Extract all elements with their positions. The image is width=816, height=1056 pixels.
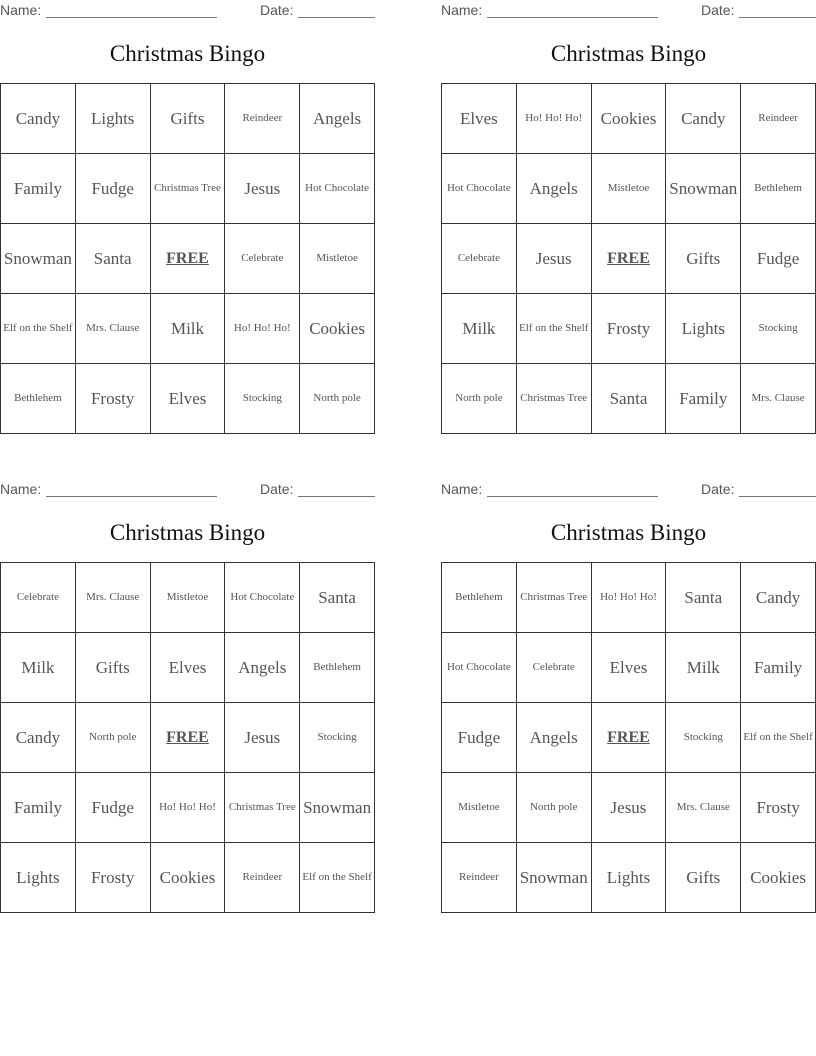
date-blank (739, 496, 816, 497)
bingo-cell: Bethlehem (1, 364, 76, 434)
bingo-cell: Family (1, 154, 76, 224)
bingo-cell: Santa (300, 563, 375, 633)
card-title: Christmas Bingo (109, 520, 266, 545)
bingo-cell: Milk (1, 633, 76, 703)
bingo-cell: Celebrate (517, 633, 592, 703)
bingo-cell: Elf on the Shelf (300, 843, 375, 913)
bingo-grid (441, 83, 816, 434)
bingo-cell: Reindeer (741, 84, 816, 154)
bingo-cell: Cookies (300, 294, 375, 364)
bingo-cell: Elves (442, 84, 517, 154)
bingo-cell: Elf on the Shelf (517, 294, 592, 364)
bingo-cell: Angels (517, 154, 592, 224)
bingo-cell: Angels (225, 633, 300, 703)
bingo-cell: Lights (666, 294, 741, 364)
bingo-cell: Hot Chocolate (225, 563, 300, 633)
bingo-cell: Ho! Ho! Ho! (517, 84, 592, 154)
bingo-cell: Frosty (592, 294, 667, 364)
bingo-cell: Hot Chocolate (300, 154, 375, 224)
name-blank (487, 17, 658, 18)
bingo-cell: Candy (1, 84, 76, 154)
bingo-cell: North pole (442, 364, 517, 434)
bingo-cell: Santa (666, 563, 741, 633)
free-space: FREE (151, 224, 226, 294)
bingo-cell: Stocking (666, 703, 741, 773)
free-space: FREE (592, 703, 667, 773)
bingo-cell: Cookies (741, 843, 816, 913)
bingo-cell: Stocking (300, 703, 375, 773)
bingo-cell: Elves (592, 633, 667, 703)
bingo-cell: Gifts (76, 633, 151, 703)
bingo-cell: Snowman (1, 224, 76, 294)
card-title: Christmas Bingo (550, 520, 707, 545)
bingo-cell: Frosty (76, 364, 151, 434)
bingo-cell: Santa (76, 224, 151, 294)
bingo-grid (441, 562, 816, 913)
card-title: Christmas Bingo (109, 41, 266, 66)
date-blank (298, 496, 375, 497)
bingo-cell: Bethlehem (442, 563, 517, 633)
bingo-cell: Celebrate (225, 224, 300, 294)
name-label: Name: (0, 2, 42, 18)
date-label: Date: (260, 2, 294, 18)
bingo-cell: Fudge (76, 773, 151, 843)
bingo-card-4 (441, 479, 816, 887)
bingo-cell: Mistletoe (300, 224, 375, 294)
bingo-cell: Angels (517, 703, 592, 773)
bingo-cell: Family (741, 633, 816, 703)
bingo-cell: Frosty (76, 843, 151, 913)
bingo-cell: Cookies (151, 843, 226, 913)
bingo-cell: Gifts (666, 224, 741, 294)
name-label: Name: (441, 481, 483, 497)
bingo-cell: North pole (76, 703, 151, 773)
date-blank (298, 17, 375, 18)
bingo-card-2 (441, 0, 816, 408)
bingo-cell: Gifts (666, 843, 741, 913)
bingo-cell: Cookies (592, 84, 667, 154)
bingo-cell: Fudge (741, 224, 816, 294)
bingo-grid (0, 562, 375, 913)
bingo-cell: Snowman (666, 154, 741, 224)
bingo-cell: Snowman (300, 773, 375, 843)
bingo-cell: Mistletoe (592, 154, 667, 224)
bingo-cell: Christmas Tree (225, 773, 300, 843)
bingo-cell: Stocking (225, 364, 300, 434)
bingo-cell: Jesus (225, 703, 300, 773)
card-title: Christmas Bingo (550, 41, 707, 66)
bingo-cell: Snowman (517, 843, 592, 913)
bingo-cell: Elf on the Shelf (1, 294, 76, 364)
bingo-cell: Frosty (741, 773, 816, 843)
bingo-cell: Elf on the Shelf (741, 703, 816, 773)
bingo-cell: Fudge (442, 703, 517, 773)
bingo-cell: Mistletoe (442, 773, 517, 843)
bingo-cell: Milk (666, 633, 741, 703)
bingo-cell: Bethlehem (741, 154, 816, 224)
bingo-cell: Mrs. Clause (76, 294, 151, 364)
bingo-cell: North pole (300, 364, 375, 434)
card-header (0, 479, 376, 501)
bingo-grid (0, 83, 375, 434)
bingo-cell: Jesus (225, 154, 300, 224)
bingo-cell: Ho! Ho! Ho! (225, 294, 300, 364)
bingo-card-3 (0, 479, 376, 887)
date-label: Date: (701, 481, 735, 497)
bingo-card-1 (0, 0, 376, 408)
bingo-cell: Celebrate (1, 563, 76, 633)
bingo-cell: North pole (517, 773, 592, 843)
bingo-cell: Family (1, 773, 76, 843)
bingo-cell: Ho! Ho! Ho! (592, 563, 667, 633)
bingo-cell: Mistletoe (151, 563, 226, 633)
bingo-cell: Family (666, 364, 741, 434)
bingo-cell: Ho! Ho! Ho! (151, 773, 226, 843)
card-header (0, 0, 376, 22)
bingo-cell: Christmas Tree (151, 154, 226, 224)
bingo-cell: Lights (592, 843, 667, 913)
bingo-cell: Reindeer (442, 843, 517, 913)
bingo-cell: Mrs. Clause (741, 364, 816, 434)
bingo-cell: Fudge (76, 154, 151, 224)
bingo-cell: Mrs. Clause (666, 773, 741, 843)
name-blank (487, 496, 658, 497)
bingo-cell: Lights (76, 84, 151, 154)
bingo-cell: Hot Chocolate (442, 154, 517, 224)
bingo-cell: Reindeer (225, 843, 300, 913)
date-label: Date: (701, 2, 735, 18)
bingo-cell: Milk (442, 294, 517, 364)
bingo-cell: Elves (151, 633, 226, 703)
bingo-cell: Jesus (517, 224, 592, 294)
card-header (441, 479, 816, 501)
bingo-cell: Lights (1, 843, 76, 913)
bingo-cell: Angels (300, 84, 375, 154)
bingo-cell: Gifts (151, 84, 226, 154)
bingo-cell: Milk (151, 294, 226, 364)
date-blank (739, 17, 816, 18)
bingo-cell: Bethlehem (300, 633, 375, 703)
date-label: Date: (260, 481, 294, 497)
card-header (441, 0, 816, 22)
free-space: FREE (151, 703, 226, 773)
bingo-cell: Santa (592, 364, 667, 434)
free-space: FREE (592, 224, 667, 294)
name-label: Name: (441, 2, 483, 18)
bingo-cell: Mrs. Clause (76, 563, 151, 633)
name-blank (46, 17, 217, 18)
bingo-cell: Hot Chocolate (442, 633, 517, 703)
bingo-cell: Elves (151, 364, 226, 434)
bingo-cell: Jesus (592, 773, 667, 843)
bingo-cell: Christmas Tree (517, 364, 592, 434)
bingo-cell: Candy (666, 84, 741, 154)
bingo-cell: Candy (741, 563, 816, 633)
bingo-cell: Christmas Tree (517, 563, 592, 633)
name-label: Name: (0, 481, 42, 497)
bingo-cell: Stocking (741, 294, 816, 364)
bingo-cell: Celebrate (442, 224, 517, 294)
name-blank (46, 496, 217, 497)
bingo-cell: Reindeer (225, 84, 300, 154)
bingo-cell: Candy (1, 703, 76, 773)
